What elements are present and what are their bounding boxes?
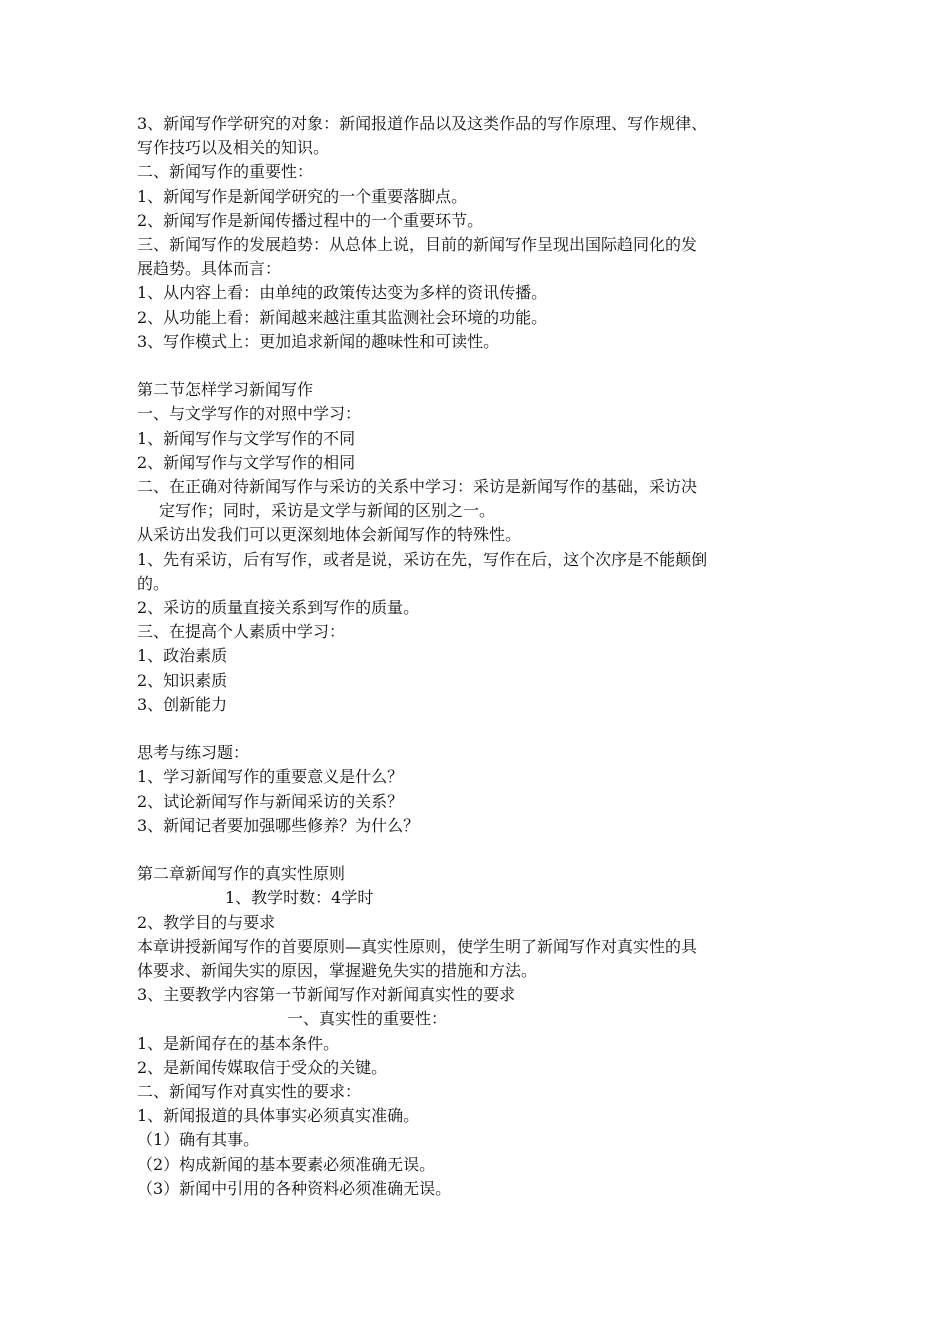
section-heading: 二、新闻写作的重要性： (137, 162, 314, 182)
section-heading: 三、在提高个人素质中学习： (137, 622, 346, 642)
text-line: 本章讲授新闻写作的首要原则—真实性原则，使学生明了新闻写作对真实性的具 (137, 936, 698, 956)
text-line: 2、新闻写作是新闻传播过程中的一个重要环节。 (137, 210, 484, 230)
section-heading: 一、真实性的重要性： (287, 1009, 448, 1029)
text-line: 1、新闻报道的具体事实必须真实准确。 (137, 1106, 420, 1126)
text-line: 1、新闻写作是新闻学研究的一个重要落脚点。 (137, 186, 468, 206)
text-line: 2、教学目的与要求 (137, 912, 276, 932)
text-line: 1、教学时数：4学时 (225, 888, 374, 908)
blank-line (137, 354, 827, 378)
text-line: 2、新闻写作与文学写作的相同 (137, 452, 356, 472)
text-line: 定写作；同时，采访是文学与新闻的区别之一。 (159, 501, 496, 521)
text-line: 2、采访的质量直接关系到写作的质量。 (137, 598, 420, 618)
blank-line (137, 838, 827, 862)
text-line: 3、新闻写作学研究的对象：新闻报道作品以及这类作品的写作原理、写作规律、 (137, 114, 708, 133)
text-line: 1、从内容上看：由单纯的政策传达变为多样的资讯传播。 (137, 283, 548, 303)
text-line: 2、是新闻传媒取信于受众的关键。 (137, 1057, 388, 1077)
text-line: 3、创新能力 (137, 694, 228, 714)
text-line: 写作技巧以及相关的知识。 (137, 138, 330, 158)
text-line: 1、是新闻存在的基本条件。 (137, 1033, 340, 1053)
document-page (137, 112, 827, 1201)
text-line: 3、主要教学内容第一节新闻写作对新闻真实性的要求 (137, 985, 516, 1005)
text-line: 体要求、新闻失实的原因，掌握避免失实的措施和方法。 (137, 961, 538, 981)
section-heading: 二、新闻写作对真实性的要求： (137, 1082, 362, 1102)
text-line: （3）新闻中引用的各种资料必须准确无误。 (137, 1178, 452, 1198)
section-heading: 一、与文学写作的对照中学习： (137, 404, 362, 424)
section-heading: 二、在正确对待新闻写作与采访的关系中学习：采访是新闻写作的基础，采访决 (137, 477, 698, 497)
text-line: 3、新闻记者要加强哪些修养？为什么？ (137, 815, 420, 835)
text-line: 2、试论新闻写作与新闻采访的关系？ (137, 791, 404, 811)
section-title: 思考与练习题： (137, 743, 250, 763)
section-title: 第二节怎样学习新闻写作 (137, 380, 314, 400)
text-line: （1）确有其事。 (137, 1130, 260, 1150)
blank-line (137, 717, 827, 741)
text-line: 展趋势。具体而言： (137, 259, 282, 279)
chapter-title: 第二章新闻写作的真实性原则 (137, 864, 346, 884)
text-line: 从采访出发我们可以更深刻地体会新闻写作的特殊性。 (137, 525, 522, 545)
text-line: 1、学习新闻写作的重要意义是什么？ (137, 767, 404, 787)
text-line: 2、知识素质 (137, 670, 228, 690)
text-line: 3、写作模式上：更加追求新闻的趣味性和可读性。 (137, 331, 500, 351)
text-line: （2）构成新闻的基本要素必须准确无误。 (137, 1154, 436, 1174)
text-line: 1、政治素质 (137, 646, 228, 666)
text-line: 1、新闻写作与文学写作的不同 (137, 428, 356, 448)
text-line: 的。 (137, 573, 170, 593)
text-line: 2、从功能上看：新闻越来越注重其监测社会环境的功能。 (137, 307, 548, 327)
section-heading: 三、新闻写作的发展趋势：从总体上说，目前的新闻写作呈现出国际趋同化的发 (137, 235, 698, 255)
text-line: 1、先有采访，后有写作，或者是说，采访在先，写作在后，这个次序是不能颠倒 (137, 549, 708, 569)
